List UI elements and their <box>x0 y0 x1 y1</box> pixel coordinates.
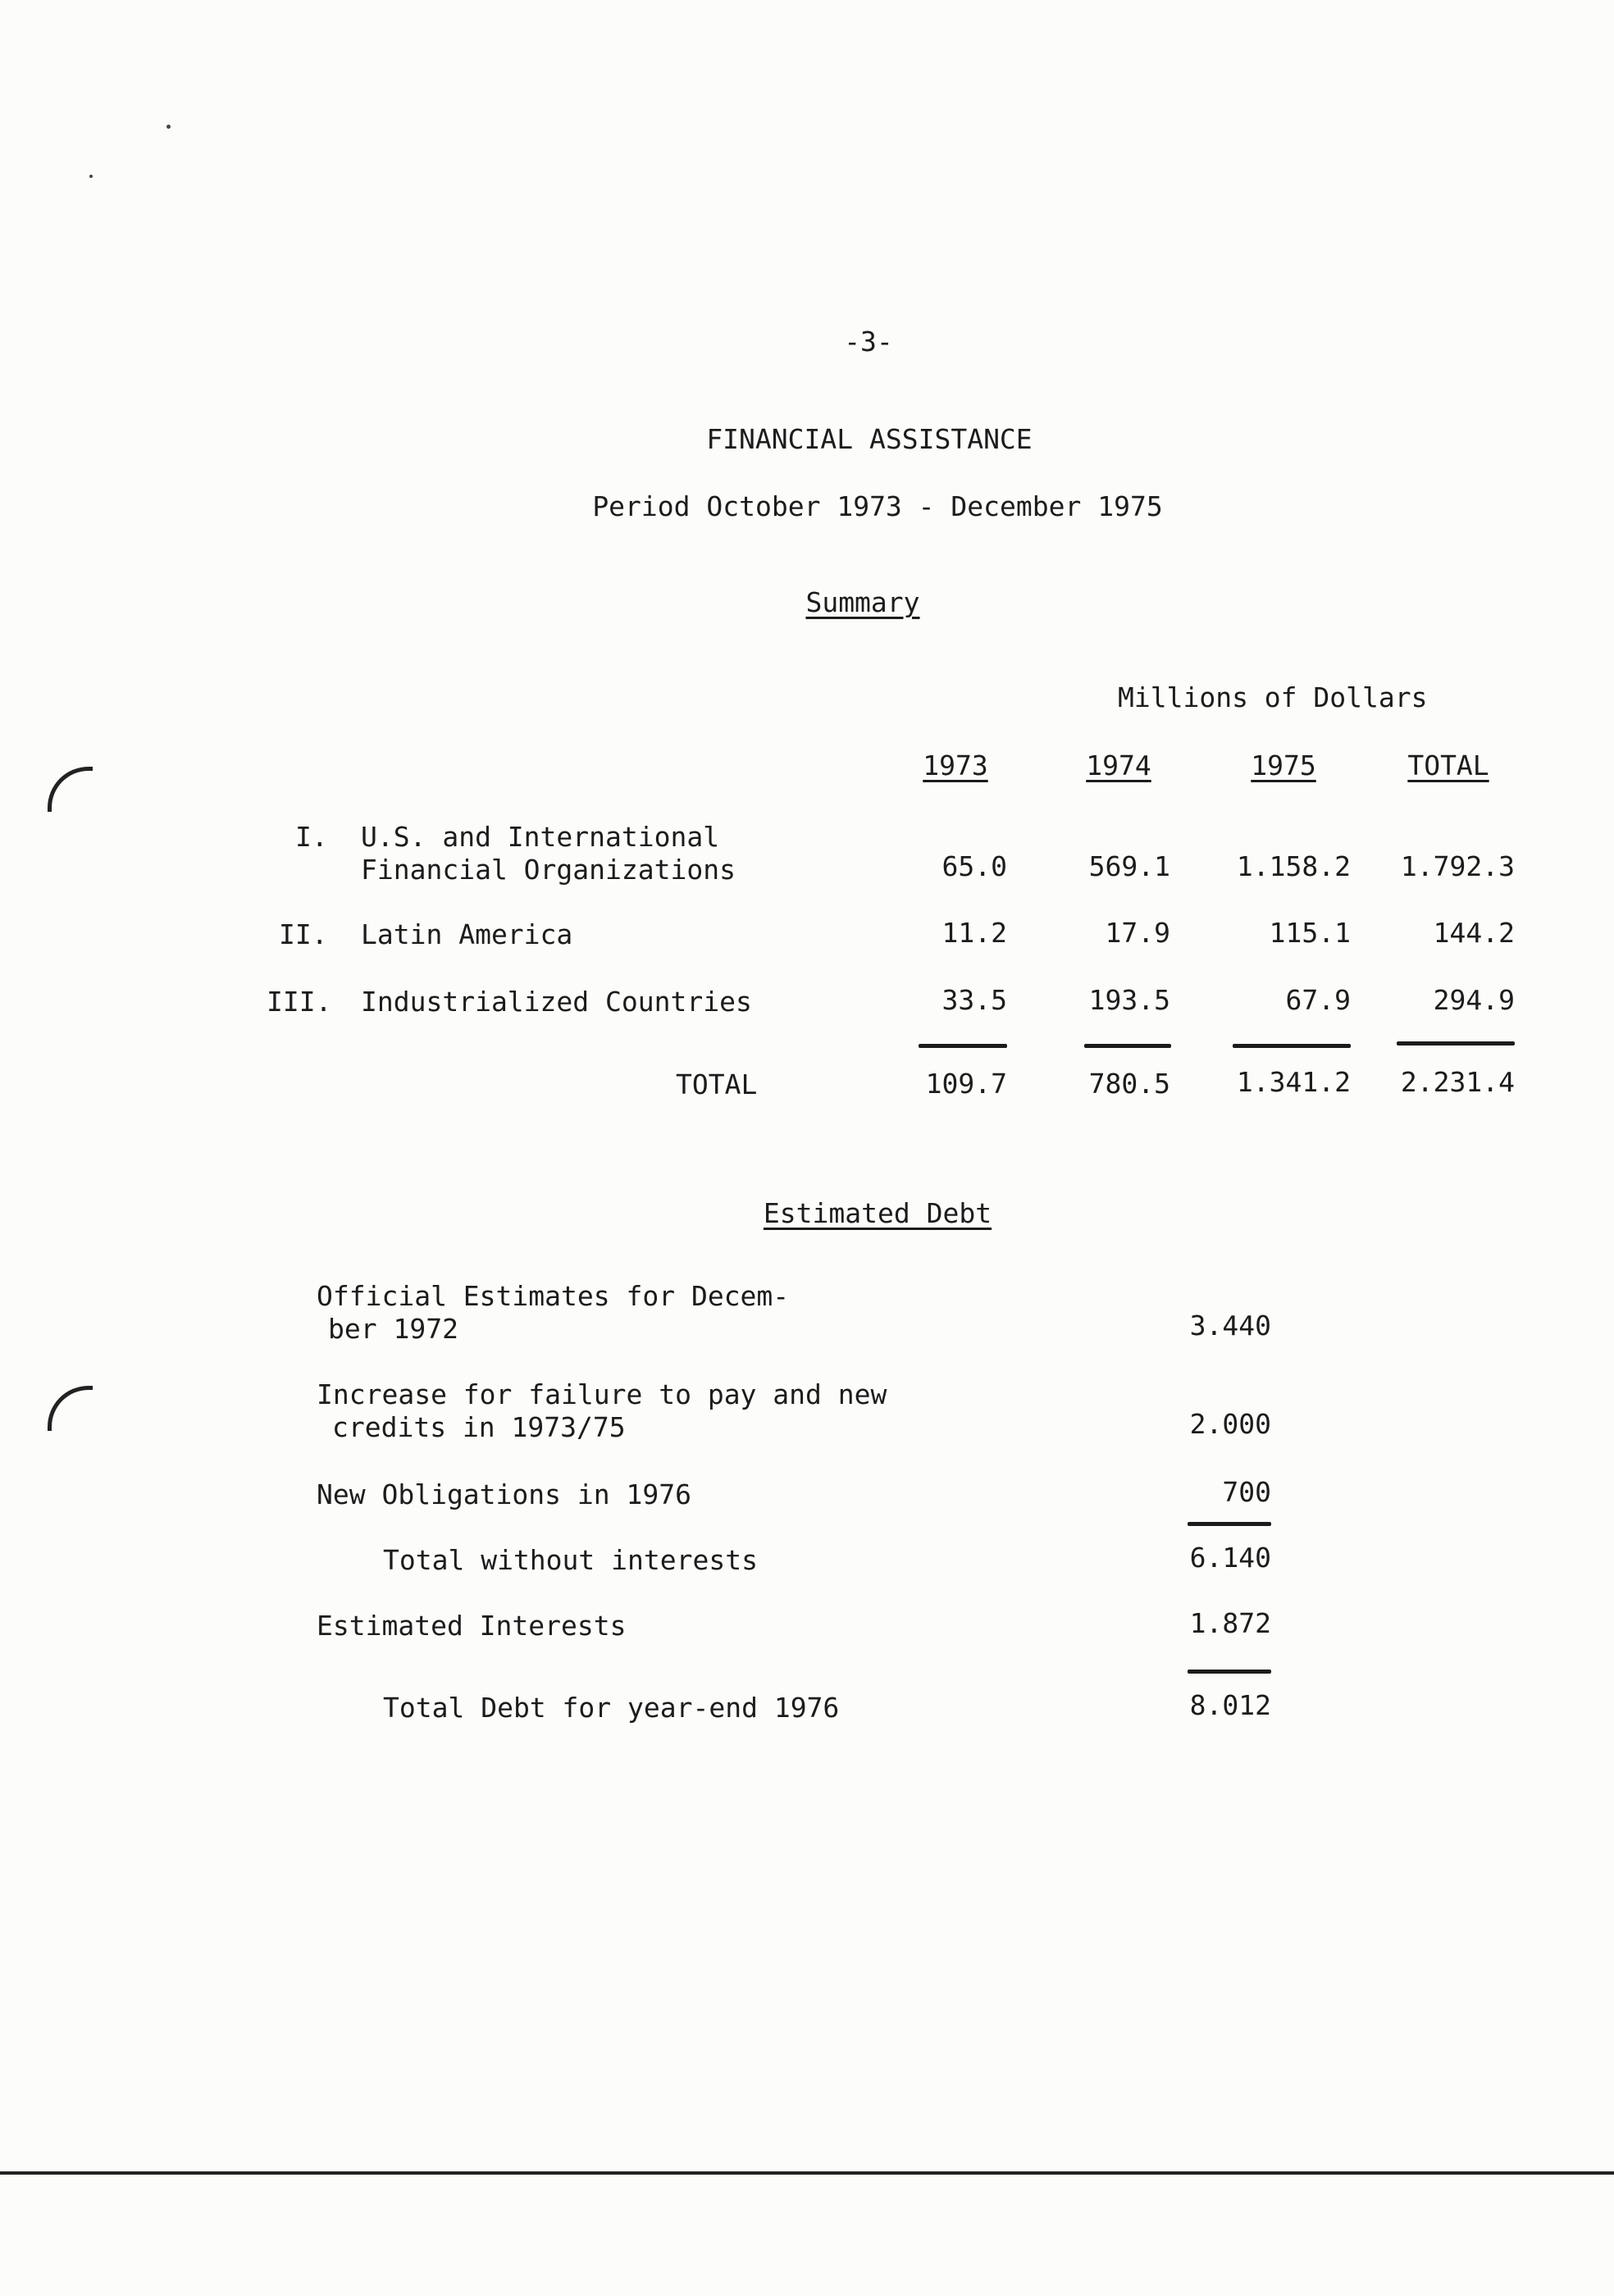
row-value-1975: 115.1 <box>1269 917 1351 949</box>
row-label: Latin America <box>361 918 573 950</box>
column-header-1975: 1975 <box>1251 749 1316 781</box>
debt-item-label: Official Estimates for Decem- <box>317 1280 790 1312</box>
row-number: II. <box>279 918 328 950</box>
total-rule-total <box>1397 1041 1515 1046</box>
page-number: -3- <box>844 326 893 358</box>
column-header-total: TOTAL <box>1407 749 1489 781</box>
row-label: U.S. and International <box>361 821 720 853</box>
row-value-1975: 67.9 <box>1285 984 1351 1016</box>
binder-hole-mark <box>48 767 93 812</box>
debt-item-label: New Obligations in 1976 <box>317 1478 691 1510</box>
total-value-total: 2.231.4 <box>1400 1066 1515 1098</box>
total-value-1975: 1.341.2 <box>1236 1066 1351 1098</box>
debt-item-label-continued: credits in 1973/75 <box>332 1411 626 1443</box>
period-line: Period October 1973 - December 1975 <box>592 490 1163 522</box>
row-value-total: 294.9 <box>1433 984 1515 1016</box>
row-value-total: 144.2 <box>1433 917 1515 949</box>
debt-item-label-continued: ber 1972 <box>328 1313 458 1345</box>
debt-total-label: Total Debt for year-end 1976 <box>383 1692 840 1724</box>
row-value-1974: 17.9 <box>1105 917 1170 949</box>
row-value-1974: 569.1 <box>1088 850 1170 882</box>
debt-subtotal-label: Total without interests <box>383 1544 758 1576</box>
summary-heading: Summary <box>805 586 920 618</box>
debt-item-value: 700 <box>1222 1476 1271 1508</box>
binder-hole-mark <box>48 1386 93 1431</box>
debt-item-value: 3.440 <box>1189 1310 1271 1342</box>
scan-speck <box>89 175 93 178</box>
total-rule-1974 <box>1084 1044 1171 1048</box>
row-number: I. <box>295 821 328 853</box>
debt-heading: Estimated Debt <box>763 1197 992 1229</box>
debt-item-label: Estimated Interests <box>317 1610 627 1642</box>
total-rule-1973 <box>919 1044 1007 1048</box>
total-value-1974: 780.5 <box>1088 1068 1170 1100</box>
column-header-1973: 1973 <box>923 749 988 781</box>
document-title: FINANCIAL ASSISTANCE <box>706 423 1033 455</box>
scan-speck <box>166 125 171 129</box>
debt-item-value: 2.000 <box>1189 1408 1271 1440</box>
debt-item-label: Increase for failure to pay and new <box>317 1378 887 1410</box>
page-bottom-edge <box>0 2171 1614 2175</box>
row-value-1973: 65.0 <box>942 850 1007 882</box>
row-number: III. <box>267 986 332 1018</box>
subtotal-rule <box>1188 1522 1271 1526</box>
row-value-total: 1.792.3 <box>1400 850 1515 882</box>
row-label-continued: Financial Organizations <box>361 854 736 886</box>
debt-total-value: 8.012 <box>1189 1689 1271 1721</box>
grand-total-rule <box>1188 1670 1271 1674</box>
total-value-1973: 109.7 <box>925 1068 1007 1100</box>
row-value-1973: 33.5 <box>942 984 1007 1016</box>
column-header-1974: 1974 <box>1086 749 1151 781</box>
debt-item-value: 1.872 <box>1189 1607 1271 1639</box>
row-value-1973: 11.2 <box>942 917 1007 949</box>
row-label: Industrialized Countries <box>361 986 752 1018</box>
row-value-1975: 1.158.2 <box>1236 850 1351 882</box>
total-rule-1975 <box>1233 1044 1351 1048</box>
total-label: TOTAL <box>676 1068 758 1100</box>
row-value-1974: 193.5 <box>1088 984 1170 1016</box>
debt-subtotal-value: 6.140 <box>1189 1542 1271 1574</box>
units-label: Millions of Dollars <box>1118 681 1428 713</box>
